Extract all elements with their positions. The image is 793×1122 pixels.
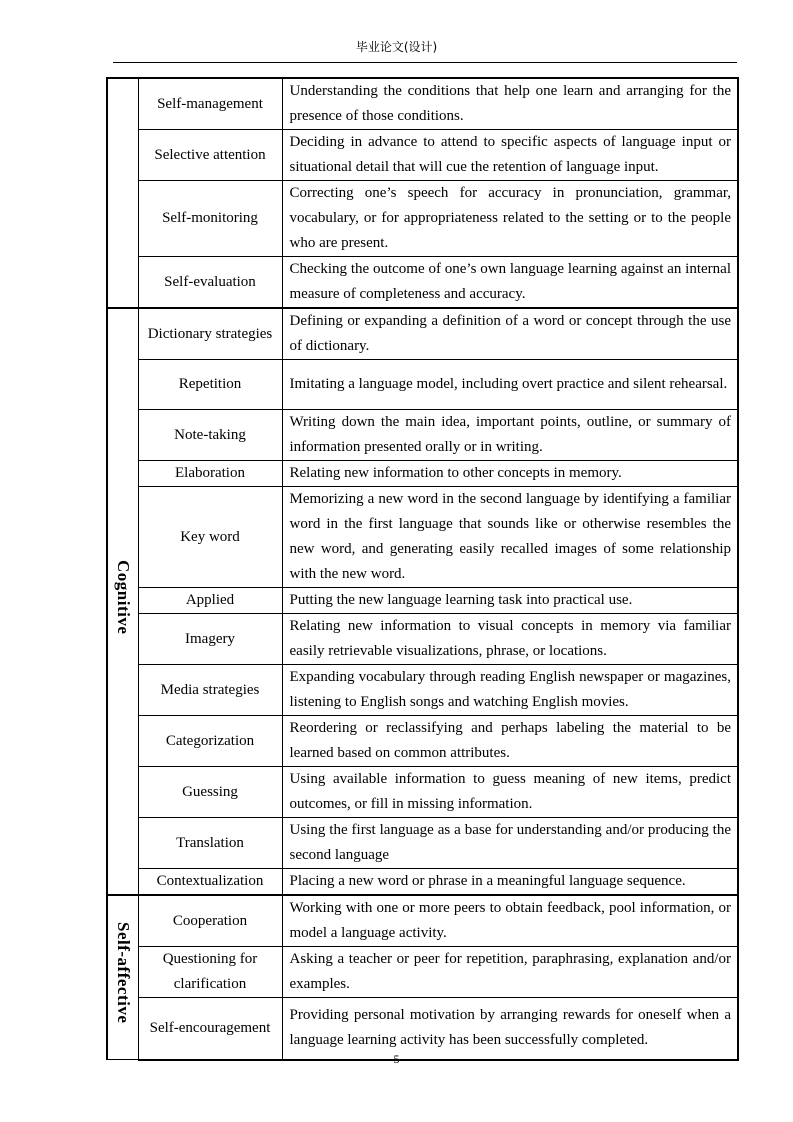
strategy-description: Using the first language as a base for understanding and/or producing the second language xyxy=(282,818,738,869)
table-row xyxy=(107,818,738,869)
table-row xyxy=(107,895,738,947)
strategy-description: Working with one or more peers to obtain feedback, pool information, or model a language activity. xyxy=(282,895,738,947)
category-cell-cognitive xyxy=(107,308,138,895)
table-row xyxy=(107,869,738,896)
strategy-name: Categorization xyxy=(138,716,282,767)
strategy-name: Key word xyxy=(138,487,282,588)
table-row xyxy=(107,257,738,309)
table-row xyxy=(107,181,738,257)
strategy-name: Self-monitoring xyxy=(138,181,282,257)
table-row xyxy=(107,308,738,360)
table-row xyxy=(107,360,738,410)
strategy-description: Placing a new word or phrase in a meaningful language sequence. xyxy=(282,869,738,896)
strategy-name: Self-encouragement xyxy=(138,998,282,1060)
strategy-description: Correcting one’s speech for accuracy in pronunciation, grammar, vocabulary, or for appropriateness related to the setting or to the people who are present. xyxy=(282,181,738,257)
table-row xyxy=(107,998,738,1060)
table-row xyxy=(107,665,738,716)
strategy-description: Expanding vocabulary through reading English newspaper or magazines, listening to English songs and watching English movies. xyxy=(282,665,738,716)
table-row xyxy=(107,614,738,665)
header-rule xyxy=(113,62,737,63)
strategy-description: Memorizing a new word in the second language by identifying a familiar word in the first language that sounds like or otherwise resembles the new word, and generating easily recalled images of some relationship with the new word. xyxy=(282,487,738,588)
table-row xyxy=(107,588,738,614)
strategy-description: Imitating a language model, including overt practice and silent rehearsal. xyxy=(282,360,738,410)
table-row xyxy=(107,947,738,998)
strategy-description: Relating new information to visual concepts in memory via familiar easily retrievable visualizations, phrase, or locations. xyxy=(282,614,738,665)
strategy-name: Dictionary strategies xyxy=(138,308,282,360)
category-cell-metacognitive xyxy=(107,78,138,308)
table-row xyxy=(107,767,738,818)
strategy-description: Understanding the conditions that help one learn and arranging for the presence of those conditions. xyxy=(282,78,738,130)
strategy-name: Self-evaluation xyxy=(138,257,282,309)
strategy-description: Providing personal motivation by arranging rewards for oneself when a language learning activity has been successfully completed. xyxy=(282,998,738,1060)
strategy-name: Questioning for clarification xyxy=(138,947,282,998)
strategy-name: Media strategies xyxy=(138,665,282,716)
table-row xyxy=(107,461,738,487)
strategy-description: Writing down the main idea, important points, outline, or summary of information presented orally or in writing. xyxy=(282,410,738,461)
table-row xyxy=(107,78,738,130)
category-label: Self-affective xyxy=(113,922,133,1024)
strategy-description: Checking the outcome of one’s own language learning against an internal measure of completeness and accuracy. xyxy=(282,257,738,309)
table-row xyxy=(107,487,738,588)
strategy-description: Using available information to guess meaning of new items, predict outcomes, or fill in missing information. xyxy=(282,767,738,818)
strategy-description: Defining or expanding a definition of a word or concept through the use of dictionary. xyxy=(282,308,738,360)
strategy-name: Repetition xyxy=(138,360,282,410)
strategy-name: Elaboration xyxy=(138,461,282,487)
strategy-name: Translation xyxy=(138,818,282,869)
category-cell-affective xyxy=(107,895,138,1060)
page-number: 5 xyxy=(393,1052,400,1066)
table-row xyxy=(107,716,738,767)
strategy-name: Applied xyxy=(138,588,282,614)
strategy-name: Contextualization xyxy=(138,869,282,896)
strategy-description: Relating new information to other concepts in memory. xyxy=(282,461,738,487)
strategy-table xyxy=(106,77,739,1061)
strategy-name: Guessing xyxy=(138,767,282,818)
strategy-description: Asking a teacher or peer for repetition, paraphrasing, explanation and/or examples. xyxy=(282,947,738,998)
category-label: Cognitive xyxy=(113,559,133,635)
strategy-name: Selective attention xyxy=(138,130,282,181)
strategy-name: Self-management xyxy=(138,78,282,130)
table-row xyxy=(107,410,738,461)
strategy-description: Deciding in advance to attend to specific aspects of language input or situational detail that will cue the retention of language input. xyxy=(282,130,738,181)
strategy-name: Imagery xyxy=(138,614,282,665)
strategy-description: Reordering or reclassifying and perhaps labeling the material to be learned based on common attributes. xyxy=(282,716,738,767)
running-header: 毕业论文(设计) xyxy=(355,40,438,54)
strategy-name: Note-taking xyxy=(138,410,282,461)
strategy-name: Cooperation xyxy=(138,895,282,947)
strategy-description: Putting the new language learning task into practical use. xyxy=(282,588,738,614)
table-row xyxy=(107,130,738,181)
